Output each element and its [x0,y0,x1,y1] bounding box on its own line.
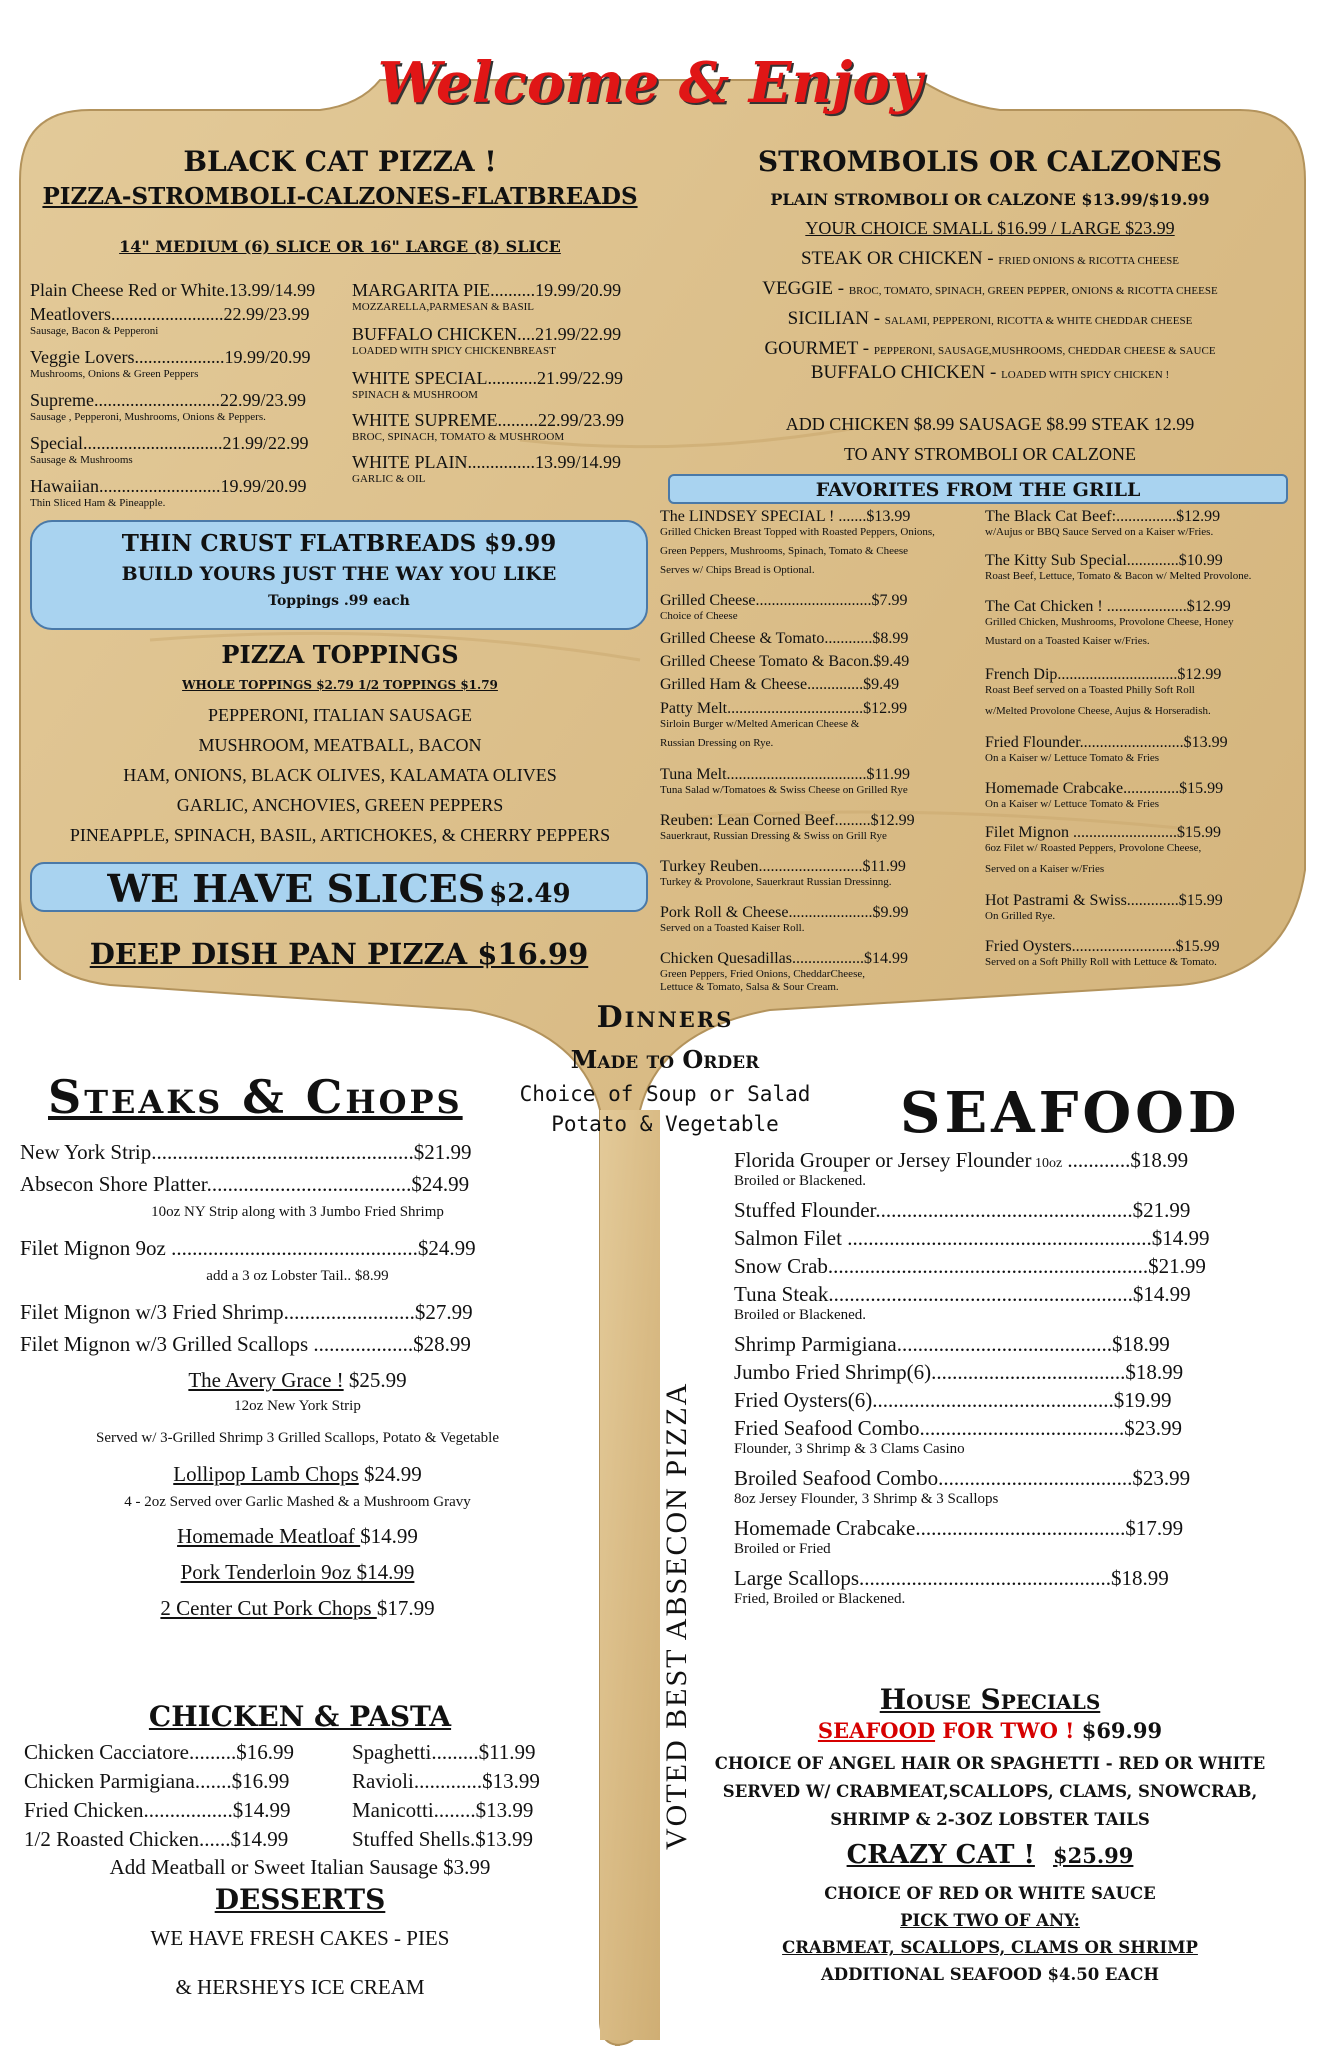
toppings-title: PIZZA TOPPINGS [221,640,459,669]
slices-box [30,862,648,912]
stromboli-choice: YOUR CHOICE SMALL $16.99 / LARGE $23.99 [805,218,1175,238]
flatbread-title: THIN CRUST FLATBREADS $9.99 [121,530,557,557]
pasta-item: Fried Chicken.................$14.99 [24,1798,291,1822]
toppings-line: PEPPERONI, ITALIAN SAUSAGE [207,705,473,725]
seafood-note: Broiled or Fried [734,1541,831,1557]
seafood-note: 8oz Jersey Flounder, 3 Shrimp & 3 Scallops [734,1491,999,1507]
pasta-item: Chicken Parmigiana.......$16.99 [24,1769,290,1793]
stromboli-add-note: TO ANY STROMBOLI OR CALZONE [843,444,1136,464]
voted-best-text: VOTED BEST ABSECON PIZZA [660,1381,693,1850]
pasta-add: Add Meatball or Sweet Italian Sausage $3.99 [109,1855,491,1879]
steak-row: Filet Mignon w/3 Fried Shrimp.........................$27.99 [20,1300,473,1324]
seafood-row: Florida Grouper or Jersey Flounder 10oz ............$18.99 [734,1148,1189,1172]
steak-row: Absecon Shore Platter.......................................$24.99 [20,1172,470,1196]
seafood-note: Broiled or Blackened. [734,1307,867,1323]
toppings-list [20,700,660,850]
pizza-item: BUFFALO CHICKEN....21.99/22.99 LOADED WITH SPICY CHICKENBREAST [352,324,622,357]
pizza-item: WHITE PLAIN...............13.99/14.99 GARLIC & OIL [352,452,621,485]
flatbread-box [30,520,648,630]
grill-title-bar [668,474,1288,504]
pizza-item: Hawaiian...........................19.99/20.99 Thin Sliced Ham & Pineapple. [30,476,307,509]
stromboli-plain: PLAIN STROMBOLI OR CALZONE $13.99/$19.99 [770,190,1210,209]
seafood-row: Large Scallops................................................$18.99 [734,1566,1169,1590]
steak-row: 4 - 2oz Served over Garlic Mashed & a Mushroom Gravy [124,1494,471,1510]
seafood-row: Jumbo Fried Shrimp(6).....................................$18.99 [734,1360,1184,1384]
pasta-item: Stuffed Shells.$13.99 [352,1827,534,1851]
steak-row: 10oz NY Strip along with 3 Jumbo Fried Shrimp [151,1204,444,1220]
pizza-sizes: 14" MEDIUM (6) SLICE OR 16" LARGE (8) SLICE [119,237,561,256]
pasta-item: Spaghetti.........$11.99 [352,1740,536,1764]
seafood-title: SEAFOOD [900,1080,1241,1146]
steak-row: Homemade Meatloaf $14.99 [177,1524,418,1548]
dinners-potato-veg: Potato & Vegetable [551,1112,779,1136]
slices-price: $2.49 [489,879,571,909]
stromboli-title: STROMBOLIS OR CALZONES [757,145,1223,178]
seafood-row: Salmon Filet ..........................................................$14.99 [734,1226,1210,1250]
deep-dish: DEEP DISH PAN PIZZA $16.99 [89,937,589,971]
steaks-title: Steaks & Chops [48,1070,463,1124]
pizza-item: Special...............................21.99/22.99 Sausage & Mushrooms [30,433,309,466]
seafood-row: Tuna Steak..........................................................$14.99 [734,1282,1191,1306]
pizza-item: Meatlovers.........................22.99/23.99 Sausage, Bacon & Pepperoni [30,304,310,337]
stromboli-add: ADD CHICKEN $8.99 SAUSAGE $8.99 STEAK 12.99 [785,414,1195,434]
pasta-item: Chicken Cacciatore.........$16.99 [24,1740,295,1764]
toppings-prices: WHOLE TOPPINGS $2.79 1/2 TOPPINGS $1.79 [182,678,498,692]
seafood-row: Fried Oysters(6)..............................................$19.99 [734,1388,1172,1412]
flatbread-build: BUILD YOURS JUST THE WAY YOU LIKE [121,563,557,585]
pasta-item: 1/2 Roasted Chicken......$14.99 [24,1827,289,1851]
seafood-row: Fried Seafood Combo.......................................$23.99 [734,1416,1182,1440]
seafood-row: Homemade Crabcake........................................$17.99 [734,1516,1184,1540]
pizza-item: Plain Cheese Red or White.13.99/14.99 [30,280,316,300]
seafood-row: Snow Crab.............................................................$21.99 [734,1254,1206,1278]
house-specials-title: House Specials [879,1683,1101,1716]
pizza-item: WHITE SUPREME.........22.99/23.99 BROC, SPINACH, TOMATO & MUSHROOM [352,410,624,443]
desserts-line2: & HERSHEYS ICE CREAM [175,1975,425,1999]
desserts-title: DESSERTS [214,1883,386,1916]
crazy-cat-desc: CHOICE OF RED OR WHITE SAUCE PICK TWO OF ANY: CRABMEAT, SCALLOPS, CLAMS OR SHRIMP ADDITIONAL SEAFOOD $4.50 EACH [782,1884,1198,1984]
steak-row: Filet Mignon w/3 Grilled Scallops ...................$28.99 [20,1332,471,1356]
toppings-line: GARLIC, ANCHOVIES, GREEN PEPPERS [176,795,504,815]
steak-row: Filet Mignon 9oz ...............................................$24.99 [20,1236,476,1260]
seafood-for-two-desc: CHOICE OF ANGEL HAIR OR SPAGHETTI - RED OR WHITE SERVED W/ CRABMEAT,SCALLOPS, CLAMS, SNOWCRAB, SHRIMP & 2-3OZ LOBSTER TAILS [714,1754,1266,1829]
pasta-item: Manicotti........$13.99 [352,1798,534,1822]
seafood-row: Shrimp Parmigiana.........................................$18.99 [734,1332,1170,1356]
crazy-cat: CRAZY CAT ! $25.99 [846,1840,1134,1870]
flatbread-toppings-price: Toppings .99 each [268,593,410,609]
pasta-list-left [24,1738,294,1854]
steak-row: New York Strip..................................................$21.99 [20,1140,472,1164]
slices-text: WE HAVE SLICES [107,866,486,911]
pasta-title: CHICKEN & PASTA [148,1700,452,1733]
toppings-line: PINEAPPLE, SPINACH, BASIL, ARTICHOKES, & CHERRY PEPPERS [69,825,611,845]
steak-row: 12oz New York Strip [234,1398,361,1414]
dinners-made-to-order: Made to Order [570,1045,760,1074]
toppings-line: MUSHROOM, MEATBALL, BACON [198,735,482,755]
pizza-item: WHITE SPECIAL...........21.99/22.99 SPINACH & MUSHROOM [352,368,623,401]
seafood-note: Broiled or Blackened. [734,1173,867,1189]
page-title: Welcome & Enjoy [377,50,923,116]
seafood-note: Flounder, 3 Shrimp & 3 Clams Casino [734,1441,965,1457]
pizza-item: Supreme............................22.99/23.99 Sausage , Pepperoni, Mushrooms, Onions & Peppers. [30,390,306,423]
pizza-item: MARGARITA PIE..........19.99/20.99 MOZZARELLA,PARMESAN & BASIL [352,280,622,313]
desserts-line1: WE HAVE FRESH CAKES - PIES [150,1926,450,1950]
dinners-soup-salad: Choice of Soup or Salad [519,1082,811,1106]
seafood-for-two: SEAFOOD FOR TWO ! $69.99 [817,1718,1163,1743]
steak-row: Served w/ 3-Grilled Shrimp 3 Grilled Scallops, Potato & Vegetable [96,1430,499,1446]
pizza-subtitle: PIZZA-STROMBOLI-CALZONES-FLATBREADS [42,183,638,210]
steak-row: 2 Center Cut Pork Chops $17.99 [160,1596,435,1620]
grill-title: FAVORITES FROM THE GRILL [815,479,1141,501]
steak-row: Lollipop Lamb Chops $24.99 [173,1462,422,1486]
pizza-item: Veggie Lovers....................19.99/20.99 Mushrooms, Onions & Green Peppers [30,347,311,380]
seafood-note: Fried, Broiled or Blackened. [734,1591,906,1607]
seafood-row: Stuffed Flounder.................................................$21.99 [734,1198,1191,1222]
steak-row: add a 3 oz Lobster Tail.. $8.99 [206,1268,389,1284]
steak-row: The Avery Grace ! $25.99 [188,1368,407,1392]
toppings-line: HAM, ONIONS, BLACK OLIVES, KALAMATA OLIVES [123,765,557,785]
dinners-title: Dinners [596,1000,734,1035]
pasta-item: Ravioli.............$13.99 [352,1769,540,1793]
pasta-list-right [352,1738,540,1854]
steak-row: Pork Tenderloin 9oz $14.99 [180,1560,415,1584]
seafood-row: Broiled Seafood Combo.....................................$23.99 [734,1466,1191,1490]
pizza-section-title: BLACK CAT PIZZA ! [183,145,497,178]
